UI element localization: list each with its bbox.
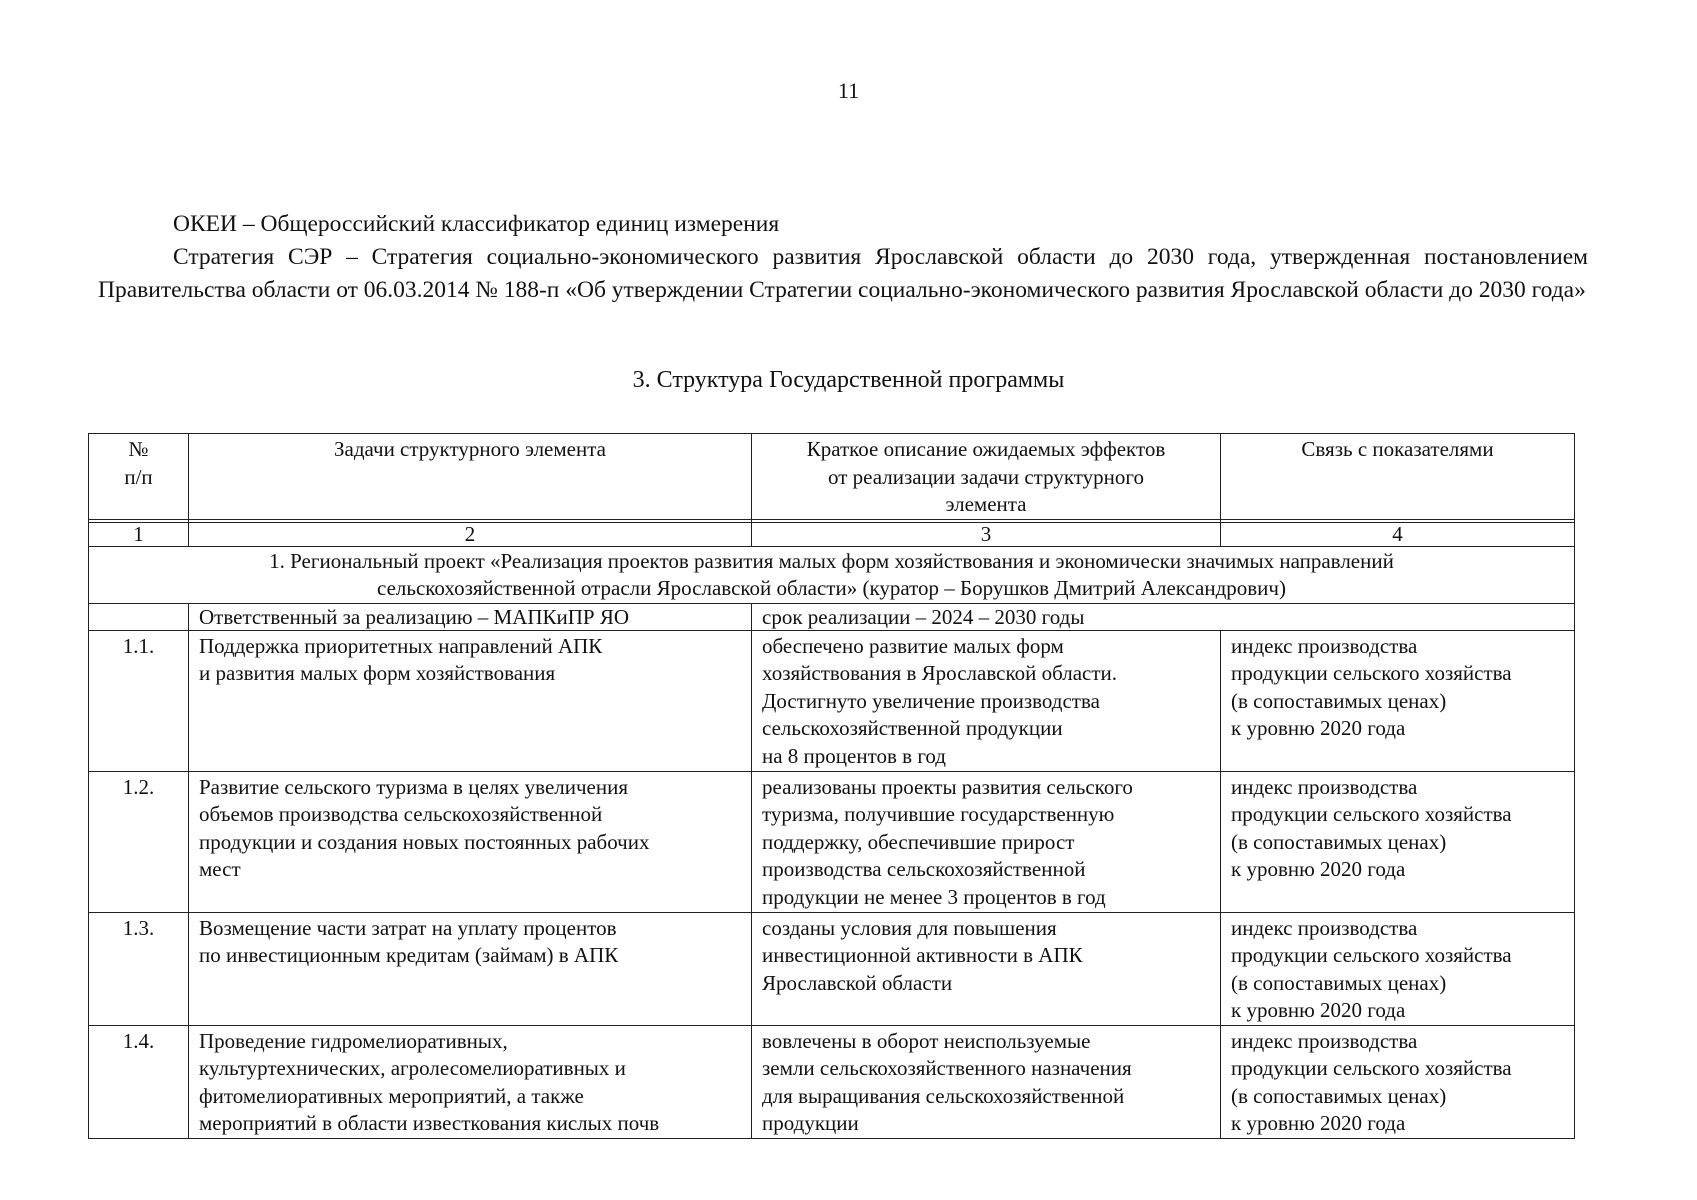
responsible-row [89, 603, 1575, 630]
page-number: 11 [837, 78, 860, 103]
row-effect: обеспечено развитие малых форм хозяйствования в Ярославской области. Достигнуто увеличение производства сельскохозяйственной продукции на 8 процентов в год [752, 630, 1221, 771]
header-effect: Краткое описание ожидаемых эффектов от реализации задачи структурного элемента [752, 434, 1221, 520]
row-indicator: индекс производства продукции сельского хозяйства (в сопоставимых ценах) к уровню 2020 года [1221, 912, 1575, 1025]
row-effect: вовлечены в оборот неиспользуемые земли сельскохозяйственного назначения для выращивания сельскохозяйственной продукции [752, 1025, 1221, 1138]
row-number: 1.3. [89, 912, 189, 1025]
row-effect: созданы условия для повышения инвестиционной активности в АПК Ярославской области [752, 912, 1221, 1025]
abbreviation-ser: Стратегия СЭР – Стратегия социально-экономического развития Ярославской области до 2030 года, утвержденная постановлением Правительства области от 06.03.2014 № 188-п «Об утверждении Стратегии социально-экономического развития Ярославской области до 2030 года» [98, 244, 1588, 303]
section-title: 3. Структура Государственной программы [632, 367, 1065, 393]
abbreviation-okei: ОКЕИ – Общероссийский классификатор единиц измерения [173, 211, 780, 237]
row-task: Поддержка приоритетных направлений АПК и развития малых форм хозяйствования [189, 630, 752, 771]
project-title: 1. Региональный проект «Реализация проектов развития малых форм хозяйствования и экономически значимых направлений сельскохозяйственной отрасли Ярославской области» (куратор – Борушков Дмитрий Александрович) [89, 546, 1575, 603]
intro-text [98, 208, 1588, 307]
row-indicator: индекс производства продукции сельского хозяйства (в сопоставимых ценах) к уровню 2020 года [1221, 1025, 1575, 1138]
row-number: 1.4. [89, 1025, 189, 1138]
table-row [89, 771, 1575, 912]
row-number: 1.1. [89, 630, 189, 771]
row-indicator: индекс производства продукции сельского хозяйства (в сопоставимых ценах) к уровню 2020 года [1221, 771, 1575, 912]
program-structure-table [88, 433, 1575, 1139]
table-header-row [89, 434, 1575, 520]
table-row [89, 630, 1575, 771]
row-task: Развитие сельского туризма в целях увеличения объемов производства сельскохозяйственной продукции и создания новых постоянных рабочих мест [189, 771, 752, 912]
column-number-row [89, 522, 1575, 546]
column-number: 4 [1221, 522, 1575, 546]
column-number: 3 [752, 522, 1221, 546]
responsible-text: Ответственный за реализацию – МАПКиПР ЯО [189, 603, 752, 630]
row-indicator: индекс производства продукции сельского хозяйства (в сопоставимых ценах) к уровню 2020 года [1221, 630, 1575, 771]
header-task: Задачи структурного элемента [189, 434, 752, 520]
table-row [89, 912, 1575, 1025]
table-row [89, 1025, 1575, 1138]
row-task: Проведение гидромелиоративных, культуртехнических, агролесомелиоративных и фитомелиоративных мероприятий, а также мероприятий в области известкования кислых почв [189, 1025, 752, 1138]
column-number: 2 [189, 522, 752, 546]
header-number: № п/п [89, 434, 189, 520]
row-task: Возмещение части затрат на уплату процентов по инвестиционным кредитам (займам) в АПК [189, 912, 752, 1025]
header-indicator: Связь с показателями [1221, 434, 1575, 520]
row-number: 1.2. [89, 771, 189, 912]
row-effect: реализованы проекты развития сельского туризма, получившие государственную поддержку, обеспечившие прирост производства сельскохозяйственной продукции не менее 3 процентов в год [752, 771, 1221, 912]
project-title-row [89, 546, 1575, 603]
period-text: срок реализации – 2024 – 2030 годы [752, 603, 1575, 630]
empty-cell [89, 603, 189, 630]
column-number: 1 [89, 522, 189, 546]
